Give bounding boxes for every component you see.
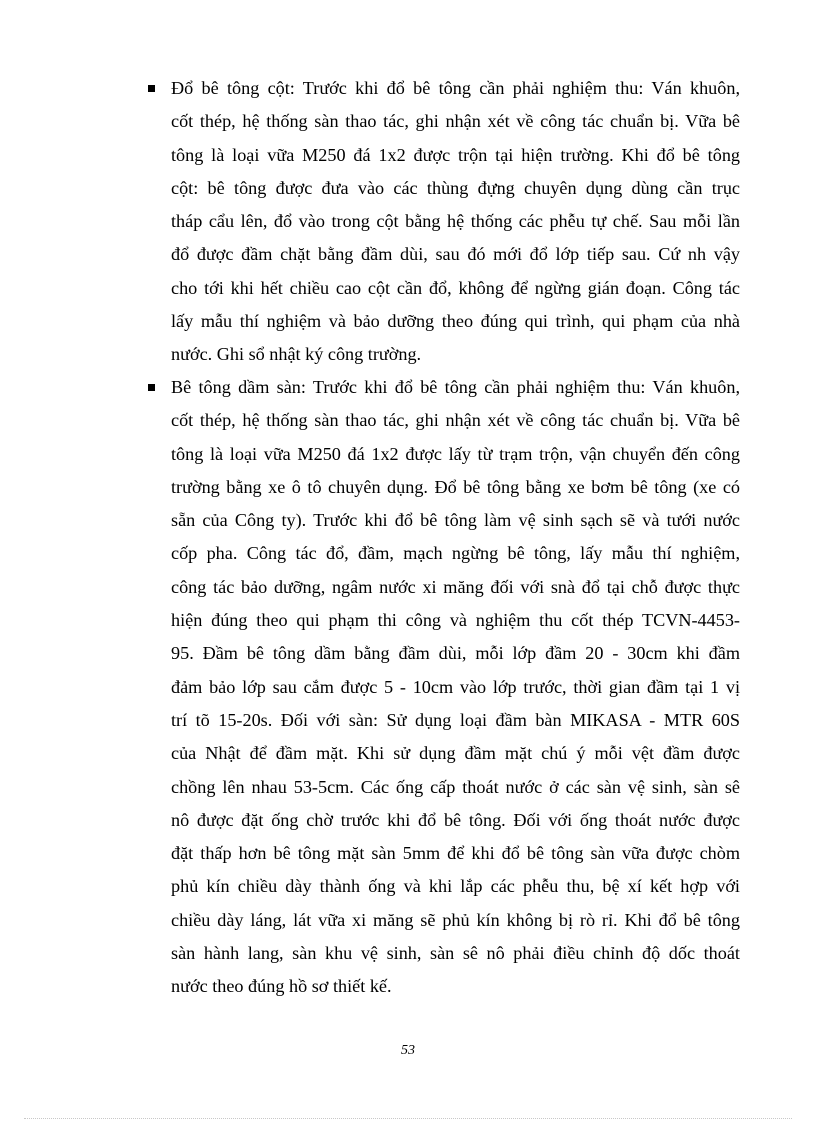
text-line: chồng lên nhau 53-5cm. Các ống cấp thoát nước ở các sàn vệ sinh, sàn sê bbox=[171, 776, 740, 797]
text-line: nô được đặt ống chờ trước khi đổ bê tông. Đối với ống thoát nước được bbox=[171, 809, 740, 830]
paragraph bbox=[171, 72, 740, 372]
text-line: sẵn của Công ty). Trước khi đổ bê tông làm vệ sinh sạch sẽ và tưới nước bbox=[171, 510, 740, 531]
text-line: hiện đúng theo qui phạm thi công và nghiệm thu cốt thép TCVN-4453- bbox=[171, 610, 740, 631]
page-number: 53 bbox=[401, 1043, 415, 1058]
text-line: đổ được đầm chặt bằng đầm dùi, sau đó mới đổ lớp tiếp sau. Cứ nh vậy bbox=[171, 244, 740, 265]
text-line: trường bằng xe ô tô chuyên dụng. Đổ bê tông bằng xe bơm bê tông (xe có bbox=[171, 476, 740, 497]
page-divider bbox=[24, 1118, 792, 1119]
text-line: tháp cẩu lên, đổ vào trong cột bằng hệ thống các phễu tự chế. Sau mỗi lần bbox=[171, 211, 740, 232]
text-line: Đổ bê tông cột: Trước khi đổ bê tông cần phải nghiệm thu: Ván khuôn, bbox=[171, 78, 740, 98]
text-line: cốp pha. Công tác đổ, đầm, mạch ngừng bê tông, lấy mẫu thí nghiệm, bbox=[171, 543, 740, 564]
text-line: đảm bảo lớp sau cắm được 5 - 10cm vào lớp trước, thời gian đầm tại 1 vị bbox=[171, 676, 740, 697]
text-line: đặt thấp hơn bê tông mặt sàn 5mm để khi đổ bê tông sàn vữa được chòm bbox=[171, 843, 740, 864]
text-line: nước theo đúng hồ sơ thiết kế. bbox=[171, 976, 392, 997]
text-line: tông là loại vữa M250 đá 1x2 được lấy từ trạm trộn, vận chuyển đến công bbox=[171, 443, 740, 464]
text-line: lấy mẫu thí nghiệm và bảo dưỡng theo đúng qui trình, qui phạm của nhà bbox=[171, 311, 740, 332]
text-line: trí tõ 15-20s. Đối với sàn: Sử dụng loại đầm bàn MIKASA - MTR 60S bbox=[171, 709, 740, 730]
text-line: cốt thép, hệ thống sàn thao tác, ghi nhận xét về công tác chuẩn bị. Vữa bê bbox=[171, 111, 740, 132]
text-line: cho tới khi hết chiều cao cột cần đổ, không để ngừng gián đoạn. Công tác bbox=[171, 277, 740, 298]
text-line: cột: bê tông được đưa vào các thùng đựng chuyên dụng dùng cần trục bbox=[171, 177, 740, 198]
text-line: cốt thép, hệ thống sàn thao tác, ghi nhận xét về công tác chuẩn bị. Vữa bê bbox=[171, 410, 740, 431]
text-line: công tác bảo dưỡng, ngâm nước xi măng đối với snà đổ tại chỗ được thực bbox=[171, 576, 740, 597]
square-bullet-icon bbox=[148, 384, 155, 391]
text-line: chiều dày láng, lát vữa xi măng sẽ phủ kín không bị rò rỉ. Khi đổ bê tông bbox=[171, 909, 740, 930]
text-line: nước. Ghi sổ nhật ký công trường. bbox=[171, 344, 422, 365]
paragraph bbox=[171, 371, 740, 1004]
text-line: phủ kín chiều dày thành ống và khi lắp các phễu thu, bệ xí kết hợp với bbox=[171, 876, 740, 897]
text-line: của Nhật để đầm mặt. Khi sử dụng đầm mặt chú ý mỗi vệt đầm được bbox=[171, 743, 740, 764]
square-bullet-icon bbox=[148, 85, 155, 92]
text-line: Bê tông dầm sàn: Trước khi đổ bê tông cần phải nghiệm thu: Ván khuôn, bbox=[171, 377, 740, 397]
text-line: sàn hành lang, sàn khu vệ sinh, sàn sê nô phải điều chỉnh độ dốc thoát bbox=[171, 943, 740, 964]
text-line: tông là loại vữa M250 đá 1x2 được trộn tại hiện trường. Khi đổ bê tông bbox=[171, 144, 740, 165]
text-line: 95. Đầm bê tông dầm bằng đầm dùi, mỗi lớp đầm 20 - 30cm khi đầm bbox=[171, 643, 740, 664]
